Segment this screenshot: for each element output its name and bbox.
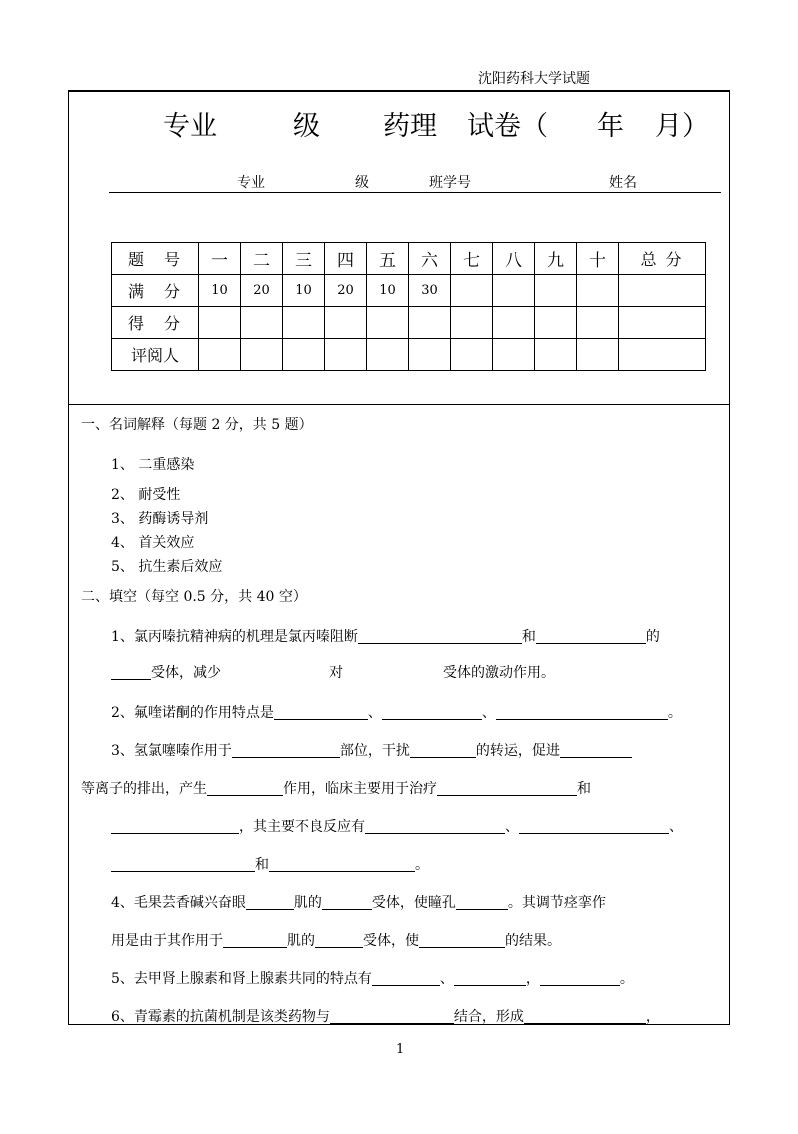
full-score-cell: 20	[241, 275, 283, 307]
blank	[372, 971, 440, 986]
earned-score-cell	[493, 307, 535, 339]
term-item: 3、 药酶诱导剂	[111, 511, 209, 527]
question-3-line-2: 等离子的排出，产生 作用，临床主要用于治疗 和	[81, 781, 591, 797]
blank	[322, 895, 372, 910]
reviewer-cell	[283, 339, 325, 371]
blank	[358, 629, 522, 644]
blank	[410, 743, 476, 758]
blank	[269, 857, 415, 872]
earned-score-cell	[283, 307, 325, 339]
blank	[419, 933, 505, 948]
row-label: 题 号	[112, 243, 199, 275]
score-table-header-row	[112, 243, 706, 275]
full-score-total-cell	[619, 275, 706, 307]
blank	[111, 857, 255, 872]
blank	[207, 781, 283, 796]
question-6: 6、青霉素的抗菌机制是该类药物与 结合，形成 ，	[111, 1009, 660, 1025]
question-4-line-2: 用是由于其作用于 肌的 受体，使 的结果。	[111, 933, 561, 949]
blank	[246, 895, 294, 910]
score-table-full-row	[112, 275, 706, 307]
reviewer-cell	[241, 339, 283, 371]
question-1-line-2: 受体，减少 对 受体的激动作用。	[111, 662, 555, 682]
blank	[223, 933, 287, 948]
reviewer-cell	[577, 339, 619, 371]
page-number: 1	[396, 1042, 405, 1057]
score-table-earned-row	[112, 307, 706, 339]
blank	[524, 1009, 646, 1024]
question-number: 七	[451, 243, 493, 275]
blank	[111, 819, 239, 834]
reviewer-cell	[451, 339, 493, 371]
title-year: 年	[597, 111, 624, 142]
question-5: 5、去甲肾上腺素和肾上腺素共同的特点有 、 ， 。	[111, 971, 634, 987]
section2-heading: 二、填空（每空 0.5 分，共 40 空）	[81, 589, 307, 605]
info-class-id: 班学号	[429, 175, 471, 191]
score-table	[111, 242, 706, 371]
section-divider	[69, 404, 729, 405]
info-major: 专业	[237, 175, 265, 191]
question-number: 三	[283, 243, 325, 275]
full-score-cell	[535, 275, 577, 307]
question-number: 九	[535, 243, 577, 275]
earned-score-cell	[325, 307, 367, 339]
question-number: 六	[409, 243, 451, 275]
earned-total-cell	[619, 307, 706, 339]
blank	[232, 743, 340, 758]
question-number: 一	[199, 243, 241, 275]
row-label: 得 分	[112, 307, 199, 339]
reviewer-total-cell	[619, 339, 706, 371]
earned-score-cell	[367, 307, 409, 339]
blank	[560, 743, 632, 758]
info-grade: 级	[355, 175, 369, 191]
reviewer-cell	[493, 339, 535, 371]
blank	[519, 819, 669, 834]
earned-score-cell	[451, 307, 493, 339]
title-paper: 试卷（	[467, 111, 548, 142]
question-3-line-1: 3、氢氯噻嗪作用于 部位，干扰 的转运，促进	[111, 740, 632, 760]
blank	[437, 781, 577, 796]
reviewer-cell	[199, 339, 241, 371]
blank	[274, 705, 368, 720]
full-score-cell	[577, 275, 619, 307]
full-score-cell	[451, 275, 493, 307]
blank	[365, 819, 505, 834]
row-label: 评阅人	[112, 339, 199, 371]
question-1-line-1: 1、氯丙嗪抗精神病的机理是氯丙嗪阻断 和 的	[111, 629, 660, 645]
blank	[382, 705, 482, 720]
title-month: 月）	[655, 111, 709, 142]
student-info-line	[109, 172, 721, 193]
full-score-cell: 10	[283, 275, 325, 307]
full-score-cell	[493, 275, 535, 307]
full-score-cell: 10	[367, 275, 409, 307]
section1-heading: 一、名词解释（每题 2 分，共 5 题）	[81, 417, 313, 433]
question-number: 五	[367, 243, 409, 275]
reviewer-cell	[367, 339, 409, 371]
question-3-line-3: ，其主要不良反应有 、 、	[111, 816, 683, 836]
blank	[496, 705, 668, 720]
question-3-line-4: 和 。	[111, 854, 429, 874]
full-score-cell: 10	[199, 275, 241, 307]
exam-frame	[68, 90, 730, 1025]
reviewer-cell	[325, 339, 367, 371]
info-name: 姓名	[609, 175, 637, 191]
question-4-line-1: 4、毛果芸香碱兴奋眼 肌的 受体，使瞳孔 。其调节痉挛作	[111, 895, 606, 911]
full-score-cell: 20	[325, 275, 367, 307]
exam-title	[69, 104, 729, 144]
blank	[456, 895, 508, 910]
blank	[454, 971, 526, 986]
question-number: 八	[493, 243, 535, 275]
title-grade: 级	[293, 111, 320, 142]
school-header: 沈阳药科大学试题	[478, 71, 590, 87]
question-number: 二	[241, 243, 283, 275]
earned-score-cell	[199, 307, 241, 339]
reviewer-cell	[409, 339, 451, 371]
term-item: 1、 二重感染	[111, 457, 195, 473]
title-subject: 药理	[383, 111, 437, 142]
row-label: 满 分	[112, 275, 199, 307]
term-item: 2、 耐受性	[111, 487, 181, 503]
question-number: 十	[577, 243, 619, 275]
blank	[111, 665, 151, 680]
blank	[315, 933, 363, 948]
total-label: 总 分	[619, 243, 706, 275]
blank	[536, 629, 646, 644]
question-2: 2、氟喹诺酮的作用特点是 、 、 。	[111, 705, 682, 721]
earned-score-cell	[241, 307, 283, 339]
earned-score-cell	[577, 307, 619, 339]
blank	[330, 1009, 454, 1024]
earned-score-cell	[535, 307, 577, 339]
earned-score-cell	[409, 307, 451, 339]
score-table-reviewer-row	[112, 339, 706, 371]
term-item: 5、 抗生素后效应	[111, 559, 223, 575]
term-item: 4、 首关效应	[111, 535, 195, 551]
full-score-cell: 30	[409, 275, 451, 307]
question-number: 四	[325, 243, 367, 275]
title-major: 专业	[163, 111, 217, 142]
blank	[540, 971, 620, 986]
reviewer-cell	[535, 339, 577, 371]
